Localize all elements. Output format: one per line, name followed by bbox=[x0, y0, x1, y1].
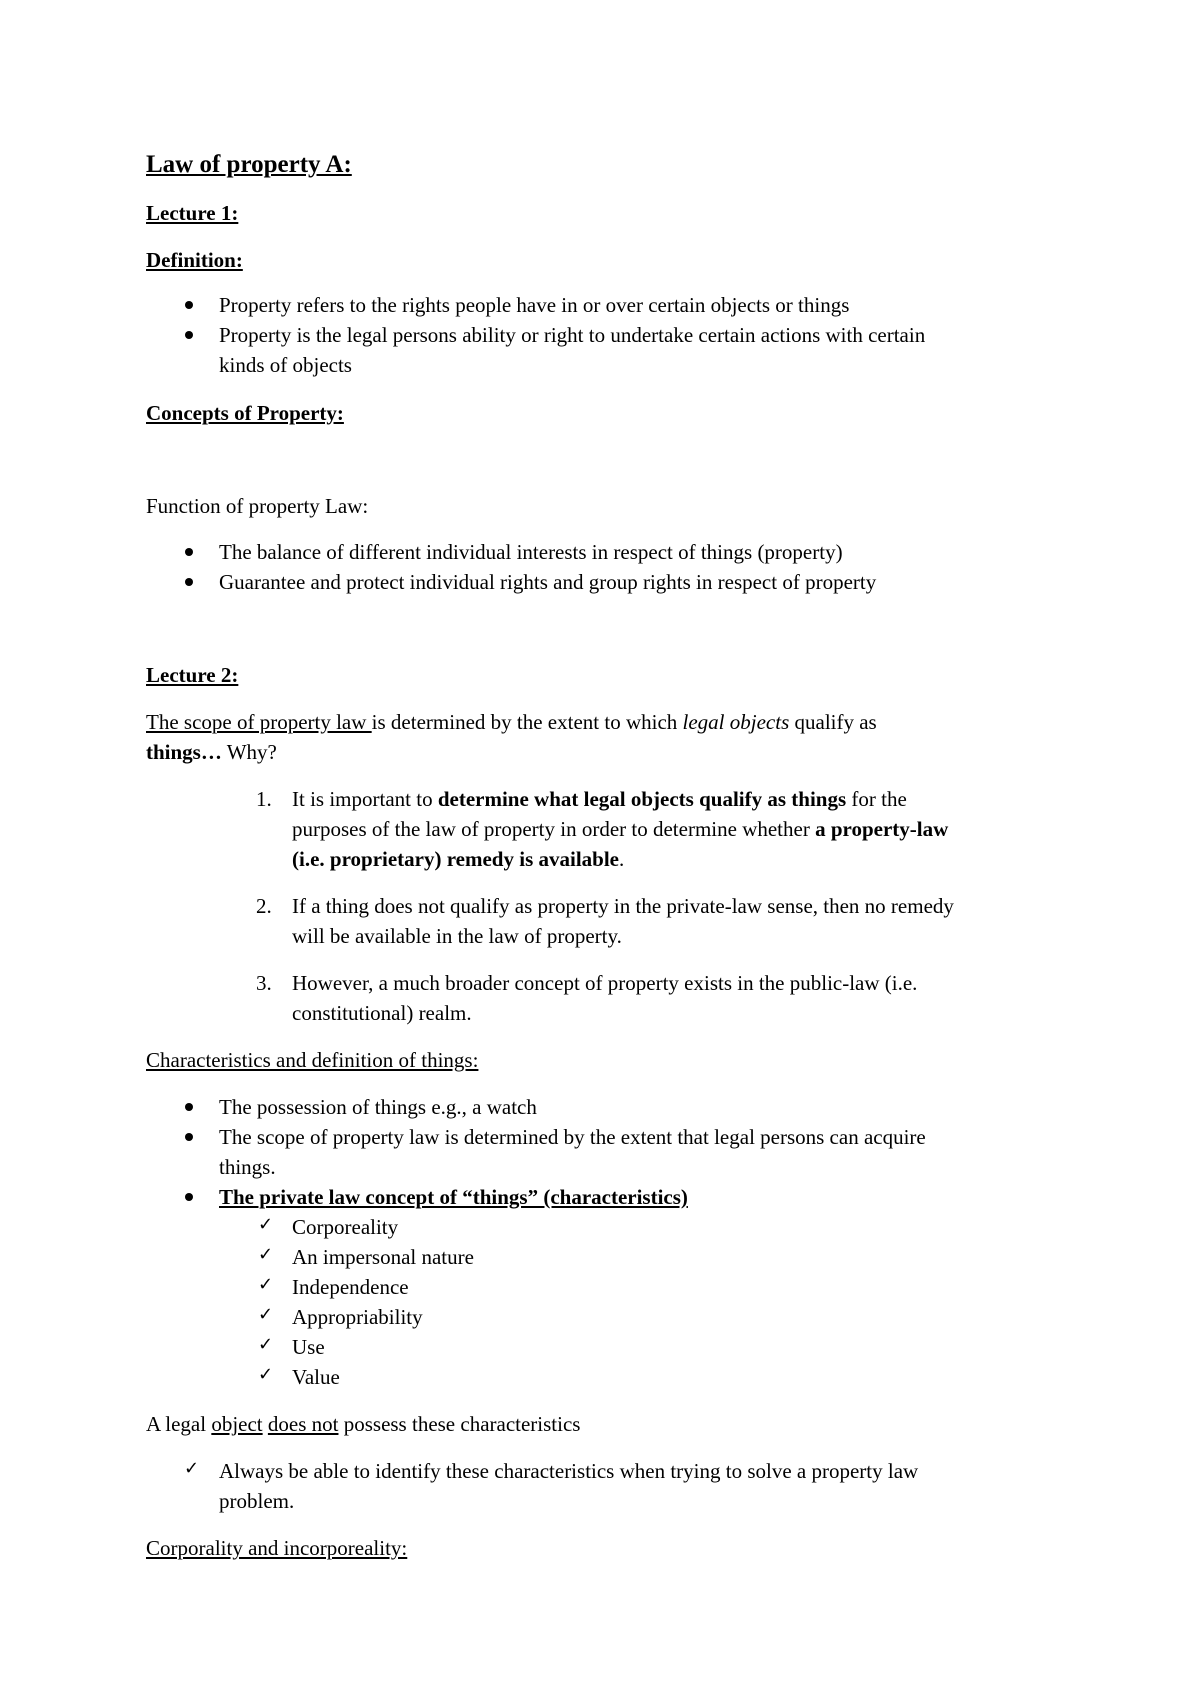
check-icon: ✓ bbox=[258, 1274, 274, 1295]
char-item: The scope of property law is determined by the extent that legal persons can acquire bbox=[219, 1125, 926, 1149]
bullet-icon bbox=[185, 1193, 193, 1201]
scope-italic: legal objects bbox=[682, 710, 790, 734]
scope-text: qualify as bbox=[789, 710, 877, 734]
function-heading: Function of property Law: bbox=[146, 494, 369, 518]
function-item: The balance of different individual interests in respect of things (property) bbox=[219, 540, 843, 564]
bullet-icon bbox=[185, 578, 193, 586]
bullet-icon bbox=[185, 548, 193, 556]
check-icon: ✓ bbox=[184, 1458, 200, 1479]
concepts-heading: Concepts of Property: bbox=[146, 401, 344, 425]
lecture-2-heading: Lecture 2: bbox=[146, 663, 239, 687]
scope-paragraph-line-1 bbox=[146, 707, 1066, 737]
private-law-concept-item: The private law concept of “things” (characteristics) bbox=[219, 1185, 688, 1209]
legal-object-underlined: does not bbox=[267, 1412, 339, 1436]
legal-object-text: A legal bbox=[146, 1412, 212, 1436]
definition-item-continuation: kinds of objects bbox=[219, 353, 352, 377]
list-number: 2. bbox=[256, 894, 272, 918]
checklist-item: Corporeality bbox=[292, 1215, 399, 1239]
numbered-item-3-line-1: However, a much broader concept of property exists in the public-law (i.e. bbox=[292, 971, 918, 995]
list-number: 1. bbox=[256, 787, 272, 811]
definition-item: Property refers to the rights people have in or over certain objects or things bbox=[219, 293, 850, 317]
numbered-item-1-line-3 bbox=[292, 844, 624, 874]
lecture-1-heading: Lecture 1: bbox=[146, 201, 239, 225]
definition-item: Property is the legal persons ability or right to undertake certain actions with certain bbox=[219, 323, 926, 347]
scope-text: is determined by the extent to which bbox=[371, 710, 683, 734]
check-icon: ✓ bbox=[258, 1214, 274, 1235]
corporality-heading: Corporality and incorporeality: bbox=[146, 1536, 408, 1560]
item-text: purposes of the law of property in order to determine whether bbox=[292, 817, 816, 841]
bullet-icon bbox=[185, 331, 193, 339]
check-icon: ✓ bbox=[258, 1244, 274, 1265]
checklist-item: Use bbox=[292, 1335, 325, 1359]
item-bold: (i.e. proprietary) remedy is available bbox=[292, 847, 619, 871]
numbered-item-2-line-2: will be available in the law of property. bbox=[292, 924, 622, 948]
checklist-item: Independence bbox=[292, 1275, 409, 1299]
definition-heading: Definition: bbox=[146, 248, 243, 272]
always-identify-line-1: Always be able to identify these characteristics when trying to solve a property law bbox=[219, 1459, 919, 1483]
item-text: for the bbox=[846, 787, 907, 811]
legal-object-text: possess these characteristics bbox=[338, 1412, 581, 1436]
characteristics-heading: Characteristics and definition of things: bbox=[146, 1048, 479, 1072]
checklist-item: Value bbox=[292, 1365, 340, 1389]
list-number: 3. bbox=[256, 971, 272, 995]
item-bold: determine what legal objects qualify as things bbox=[437, 787, 847, 811]
scope-bold: things… bbox=[146, 740, 222, 764]
numbered-item-1-line-1 bbox=[292, 784, 907, 814]
scope-text: Why? bbox=[221, 740, 277, 764]
legal-object-underlined: object bbox=[211, 1412, 263, 1436]
char-item: The possession of things e.g., a watch bbox=[219, 1095, 537, 1119]
check-icon: ✓ bbox=[258, 1334, 274, 1355]
checklist-item: An impersonal nature bbox=[292, 1245, 474, 1269]
item-bold: a property-law bbox=[815, 817, 949, 841]
numbered-item-2-line-1: If a thing does not qualify as property in the private-law sense, then no remedy bbox=[292, 894, 954, 918]
legal-object-line bbox=[146, 1409, 1066, 1439]
checklist-item: Appropriability bbox=[292, 1305, 423, 1329]
bullet-icon bbox=[185, 1133, 193, 1141]
bullet-icon bbox=[185, 301, 193, 309]
item-text: It is important to bbox=[292, 787, 438, 811]
scope-underlined: The scope of property law bbox=[146, 710, 372, 734]
numbered-item-1-line-2 bbox=[292, 814, 948, 844]
function-item: Guarantee and protect individual rights and group rights in respect of property bbox=[219, 570, 877, 594]
scope-paragraph-line-2 bbox=[146, 737, 1066, 767]
check-icon: ✓ bbox=[258, 1304, 274, 1325]
document-title: Law of property A: bbox=[146, 151, 352, 178]
always-identify-line-2: problem. bbox=[219, 1489, 295, 1513]
check-icon: ✓ bbox=[258, 1364, 274, 1385]
char-item-continuation: things. bbox=[219, 1155, 276, 1179]
bullet-icon bbox=[185, 1103, 193, 1111]
item-text: . bbox=[619, 847, 625, 871]
numbered-item-3-line-2: constitutional) realm. bbox=[292, 1001, 472, 1025]
